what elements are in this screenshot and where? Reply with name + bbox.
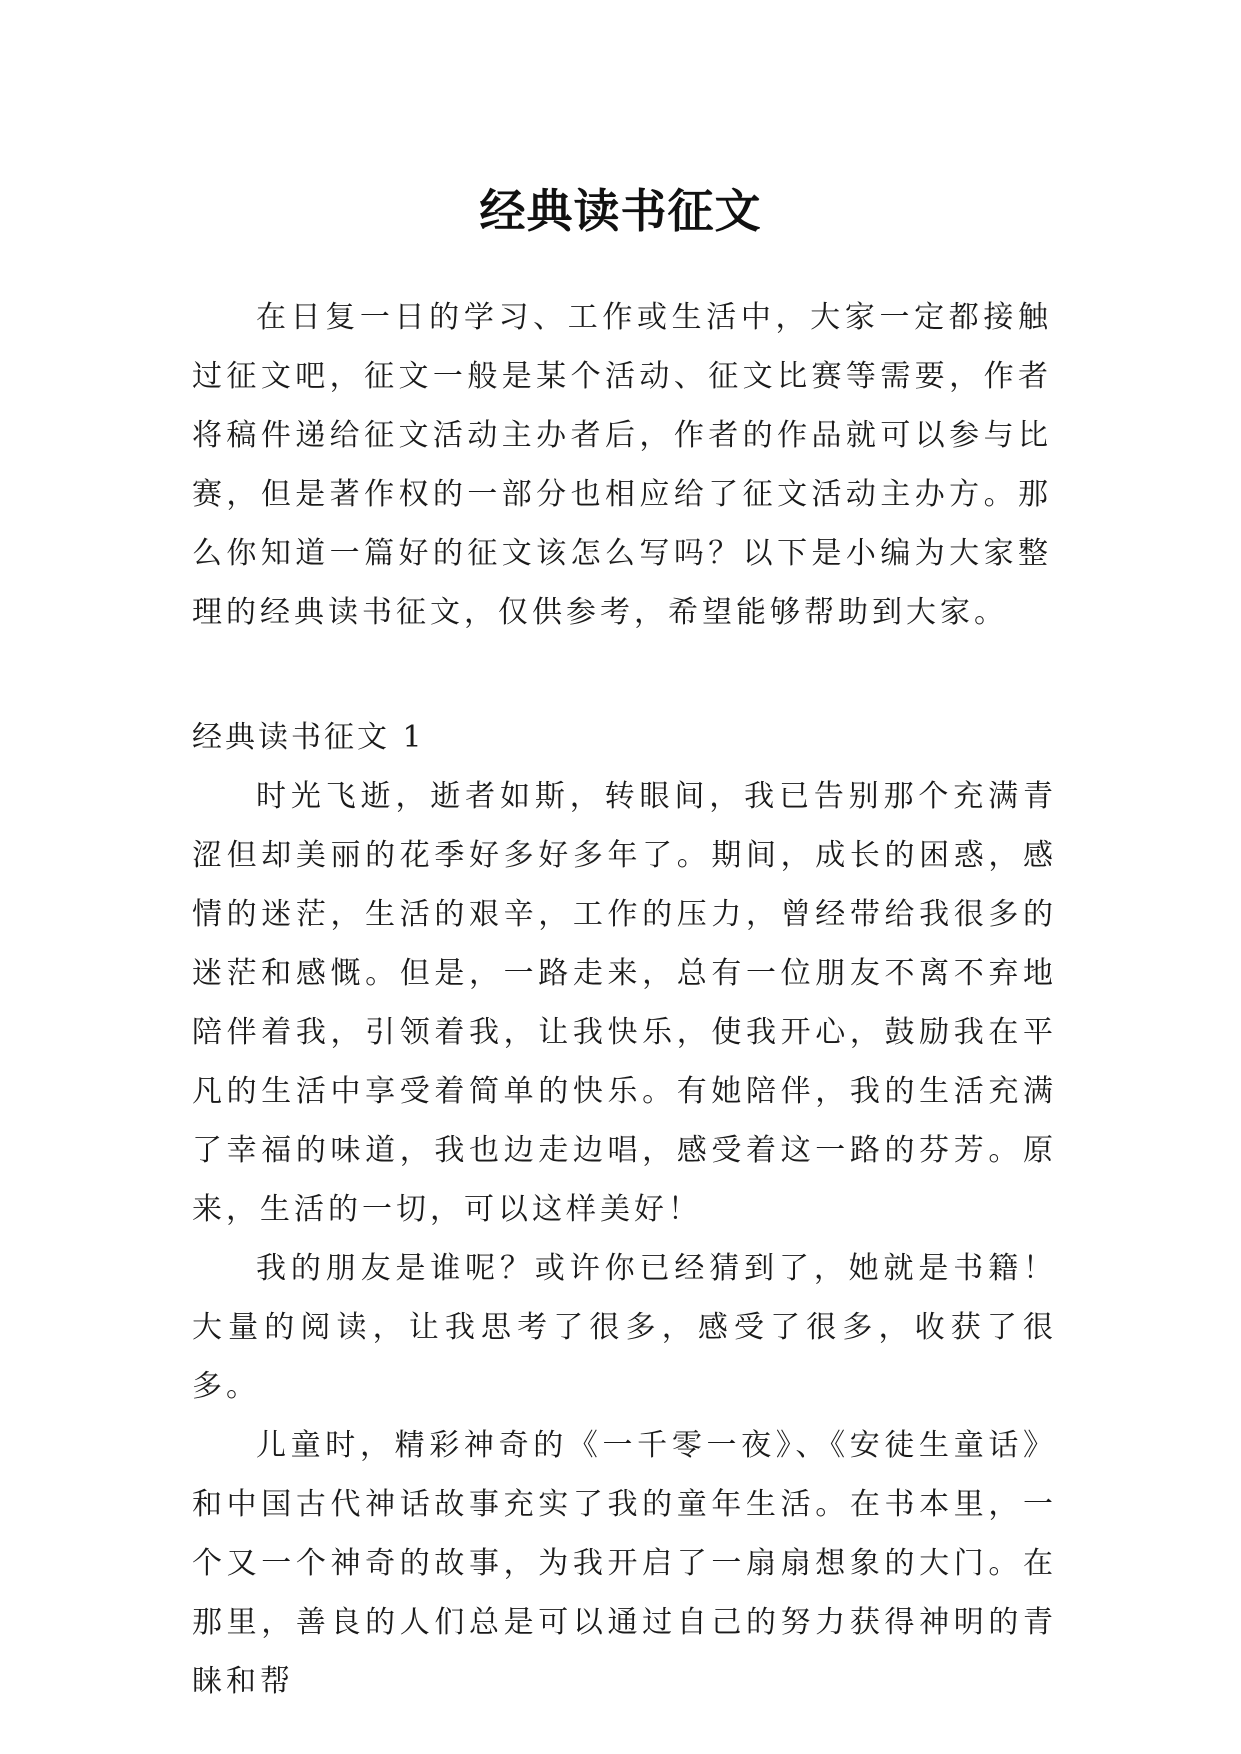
body-paragraph-3: 儿童时，精彩神奇的《一千零一夜》、《安徒生童话》和中国古代神话故事充实了我的童年生活。在书本里，一个又一个神奇的故事，为我开启了一扇扇想象的大门。在那里，善良的人们总是可以通过自己的努力获得神明的青睐和帮 [192, 1428, 1057, 1699]
body-paragraph-2: 我的朋友是谁呢？或许你已经猜到了，她就是书籍！大量的阅读，让我思考了很多，感受了很多，收获了很多。 [192, 1251, 1057, 1404]
body-paragraph-1: 时光飞逝，逝者如斯，转眼间，我已告别那个充满青涩但却美丽的花季好多好多年了。期间，成长的困惑，感情的迷茫，生活的艰辛，工作的压力，曾经带给我很多的迷茫和感慨。但是，一路走来，总有一位朋友不离不弃地陪伴着我，引领着我，让我快乐，使我开心，鼓励我在平凡的生活中享受着简单的快乐。有她陪伴，我的生活充满了幸福的味道，我也边走边唱，感受着这一路的芬芳。原来，生活的一切，可以这样美好！ [192, 779, 1057, 1227]
page-title: 经典读书征文 [479, 183, 762, 238]
section-heading: 经典读书征文 1 [192, 720, 425, 755]
document-body [192, 288, 1057, 1711]
intro-paragraph: 在日复一日的学习、工作或生活中，大家一定都接触过征文吧，征文一般是某个活动、征文比赛等需要，作者将稿件递给征文活动主办者后，作者的作品就可以参与比赛，但是著作权的一部分也相应给了征文活动主办方。那么你知道一篇好的征文该怎么写吗？以下是小编为大家整理的经典读书征文，仅供参考，希望能够帮助到大家。 [192, 300, 1052, 630]
